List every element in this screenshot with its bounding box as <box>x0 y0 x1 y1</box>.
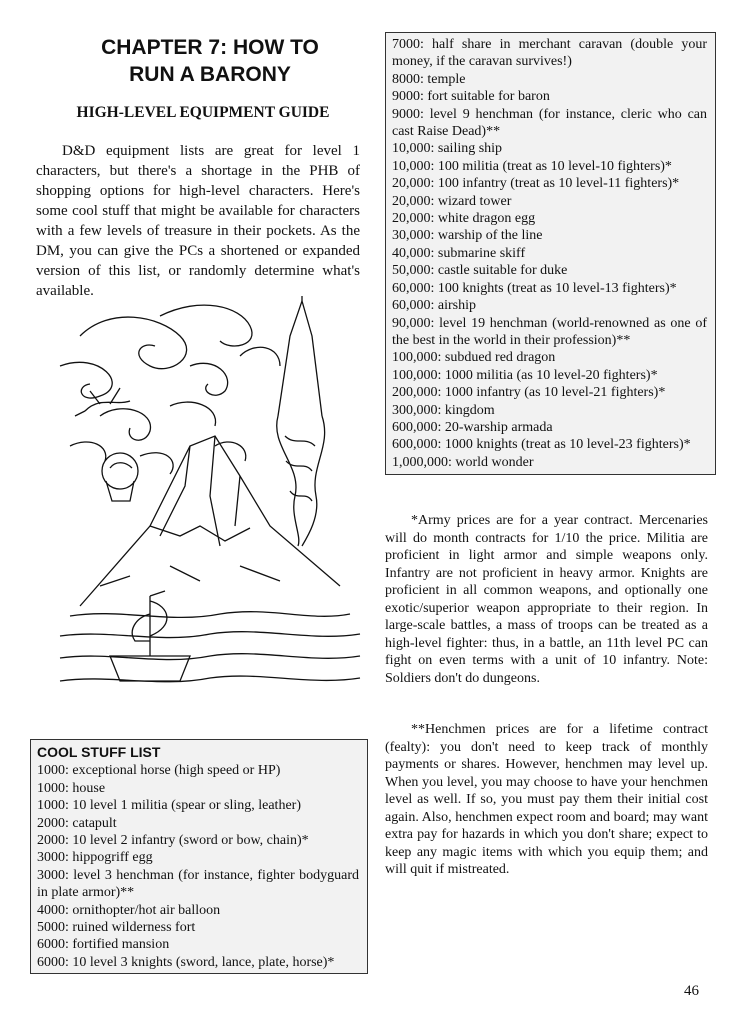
list-item: 90,000: level 19 henchman (world-renowned as one of the best in the world in their profession)** <box>392 315 707 348</box>
list-item: 1,000,000: world wonder <box>392 454 534 470</box>
list-item: 2000: 10 level 2 infantry (sword or bow, chain)* <box>37 833 309 849</box>
list-item: 600,000: 1000 knights (treat as 10 level-23 fighters)* <box>392 437 691 453</box>
list-item: 7000: half share in merchant caravan (double your money, if the caravan survives!) <box>392 37 707 70</box>
chapter-title <box>70 34 350 88</box>
intro-paragraph: D&D equipment lists are great for level 1 characters, but there's a shortage in the PHB of shopping options for high-level characters. Here's some cool stuff that might be available for characters with a few levels of treasure in their pockets. As the DM, you can give the PCs a shortened or expanded version of this list, or randomly determine what's available. <box>36 143 360 299</box>
list-item: 600,000: 20-warship armada <box>392 419 553 435</box>
list-item: 100,000: subdued red dragon <box>392 350 556 366</box>
left-price-list <box>37 762 359 971</box>
cool-stuff-list-box <box>30 739 368 974</box>
list-item: 10,000: sailing ship <box>392 141 503 157</box>
list-item: 20,000: wizard tower <box>392 193 512 209</box>
army-prices-note: *Army prices are for a year contract. Mercenaries will do month contracts for 1/10 the price. Militia are proficient in light armor and simple weapons only. Infantry are not proficient in heavy armor. Knights are proficient in all common weapons, and optionally one exotic/superior weapon appropriate to their region. In large-scale battles, a mass of troops can be treated as a high-level fighter: thus, in a battle, an 11th level PC can fight on even terms with a unit of 10 infantry. Note: Soldiers don't do dungeons. <box>385 513 708 686</box>
list-item: 40,000: submarine skiff <box>392 245 526 261</box>
list-item: 20,000: 100 infantry (treat as 10 level-11 fighters)* <box>392 176 680 192</box>
list-item: 9000: level 9 henchman (for instance, cleric who can cast Raise Dead)** <box>392 106 707 140</box>
list-item: 50,000: castle suitable for duke <box>392 263 568 279</box>
chapter-title-line2: RUN A BARONY <box>129 63 291 86</box>
list-item: 100,000: 1000 militia (as 10 level-20 fighters)* <box>392 367 658 383</box>
list-item: 8000: temple <box>392 71 466 87</box>
list-item: 3000: hippogriff egg <box>37 850 153 866</box>
section-title: HIGH-LEVEL EQUIPMENT GUIDE <box>76 104 330 121</box>
list-item: 6000: 10 level 3 knights (sword, lance, plate, horse)* <box>37 954 335 970</box>
cool-stuff-heading: COOL STUFF LIST <box>37 744 161 760</box>
list-item: 10,000: 100 militia (treat as 10 level-10 fighters)* <box>392 158 672 174</box>
right-price-list <box>392 36 707 471</box>
list-item: 1000: 10 level 1 militia (spear or sling, leather) <box>37 798 301 814</box>
list-item: 300,000: kingdom <box>392 402 495 418</box>
list-item: 60,000: airship <box>392 298 476 314</box>
list-item: 3000: level 3 henchman (for instance, fighter bodyguard in plate armor)** <box>37 867 359 901</box>
list-item: 1000: house <box>37 780 106 796</box>
fantasy-illustration <box>40 296 370 728</box>
list-item: 6000: fortified mansion <box>37 937 170 953</box>
henchmen-prices-note: **Henchmen prices are for a lifetime contract (fealty): you don't need to keep track of monthly payments or shares. However, henchmen may level up. When you level, you may choose to have your henchmen level as well. If so, you must pay them their initial cost again. Also, henchmen expect room and board; may want extra pay for hazards in which you don't share; expect to keep any magic items with which you equip them; and will quit if mistreated. <box>385 722 708 877</box>
list-item: 2000: catapult <box>37 815 117 831</box>
page-number: 46 <box>684 983 699 999</box>
list-item: 20,000: white dragon egg <box>392 211 536 227</box>
cool-stuff-list-continued <box>385 32 716 475</box>
list-item: 4000: ornithopter/hot air balloon <box>37 902 221 918</box>
list-item: 60,000: 100 knights (treat as 10 level-13 fighters)* <box>392 280 677 296</box>
list-item: 1000: exceptional horse (high speed or HP) <box>37 763 281 779</box>
list-item: 30,000: warship of the line <box>392 228 543 244</box>
list-item: 9000: fort suitable for baron <box>392 89 550 105</box>
chapter-title-line1: CHAPTER 7: HOW TO <box>101 36 319 59</box>
list-item: 5000: ruined wilderness fort <box>37 920 196 936</box>
list-item: 200,000: 1000 infantry (as 10 level-21 fighters)* <box>392 385 666 401</box>
